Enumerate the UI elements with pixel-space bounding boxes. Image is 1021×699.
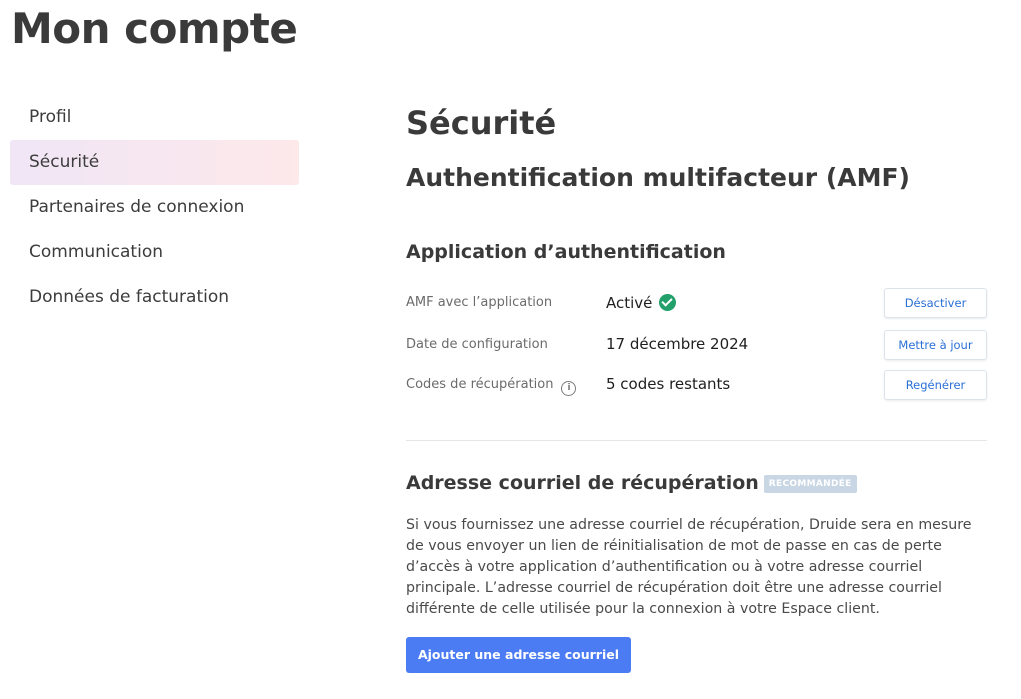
config-date-value: 17 décembre 2024 (606, 335, 749, 353)
regenerate-button[interactable]: Regénérer (884, 370, 987, 400)
sidebar-item-communication[interactable]: Communication (29, 242, 163, 262)
recovery-codes-label-wrap (406, 377, 576, 396)
recommended-badge: RECOMMANDÉE (764, 475, 857, 493)
update-button[interactable]: Mettre à jour (884, 330, 987, 360)
recovery-email-title: Adresse courriel de récupération (406, 472, 759, 494)
mfa-status-row (406, 288, 987, 318)
config-date-label: Date de configuration (406, 337, 548, 352)
recovery-email-title-wrap (406, 472, 857, 494)
page-title: Mon compte (11, 4, 298, 53)
recovery-codes-row (406, 370, 987, 400)
info-icon[interactable]: i (561, 381, 576, 396)
mfa-status-label: AMF avec l’application (406, 295, 553, 310)
mfa-status-value: Activé (606, 294, 653, 312)
recovery-codes-label: Codes de récupération (406, 377, 554, 392)
divider (406, 440, 987, 441)
sidebar-item-profil[interactable]: Profil (29, 107, 72, 127)
sidebar-item-facturation[interactable]: Données de facturation (29, 287, 230, 307)
add-email-button[interactable]: Ajouter une adresse courriel (406, 637, 631, 673)
account-sidebar (10, 95, 299, 320)
auth-app-title: Application d’authentification (406, 241, 726, 263)
config-date-row (406, 330, 987, 360)
disable-mfa-button[interactable]: Désactiver (884, 288, 987, 318)
recovery-email-description: Si vous fournissez une adresse courriel de récupération, Druide sera en mesure de vous envoyer un lien de réinitialisation de mot de passe en cas de perte d’accès à votre application d’authentification ou à votre adresse courriel principale. L’adresse courriel de récupération doit être une adresse courriel différente de celle utilisée pour la connexion à votre Espace client. (406, 517, 972, 617)
sidebar-item-securite[interactable]: Sécurité (10, 140, 299, 185)
mfa-title: Authentification multifacteur (AMF) (406, 163, 910, 192)
section-title: Sécurité (406, 104, 557, 142)
sidebar-item-partenaires[interactable]: Partenaires de connexion (29, 197, 245, 217)
recovery-codes-value: 5 codes restants (606, 375, 731, 393)
mfa-status-value-wrap (606, 293, 676, 312)
check-circle-icon (659, 294, 676, 311)
